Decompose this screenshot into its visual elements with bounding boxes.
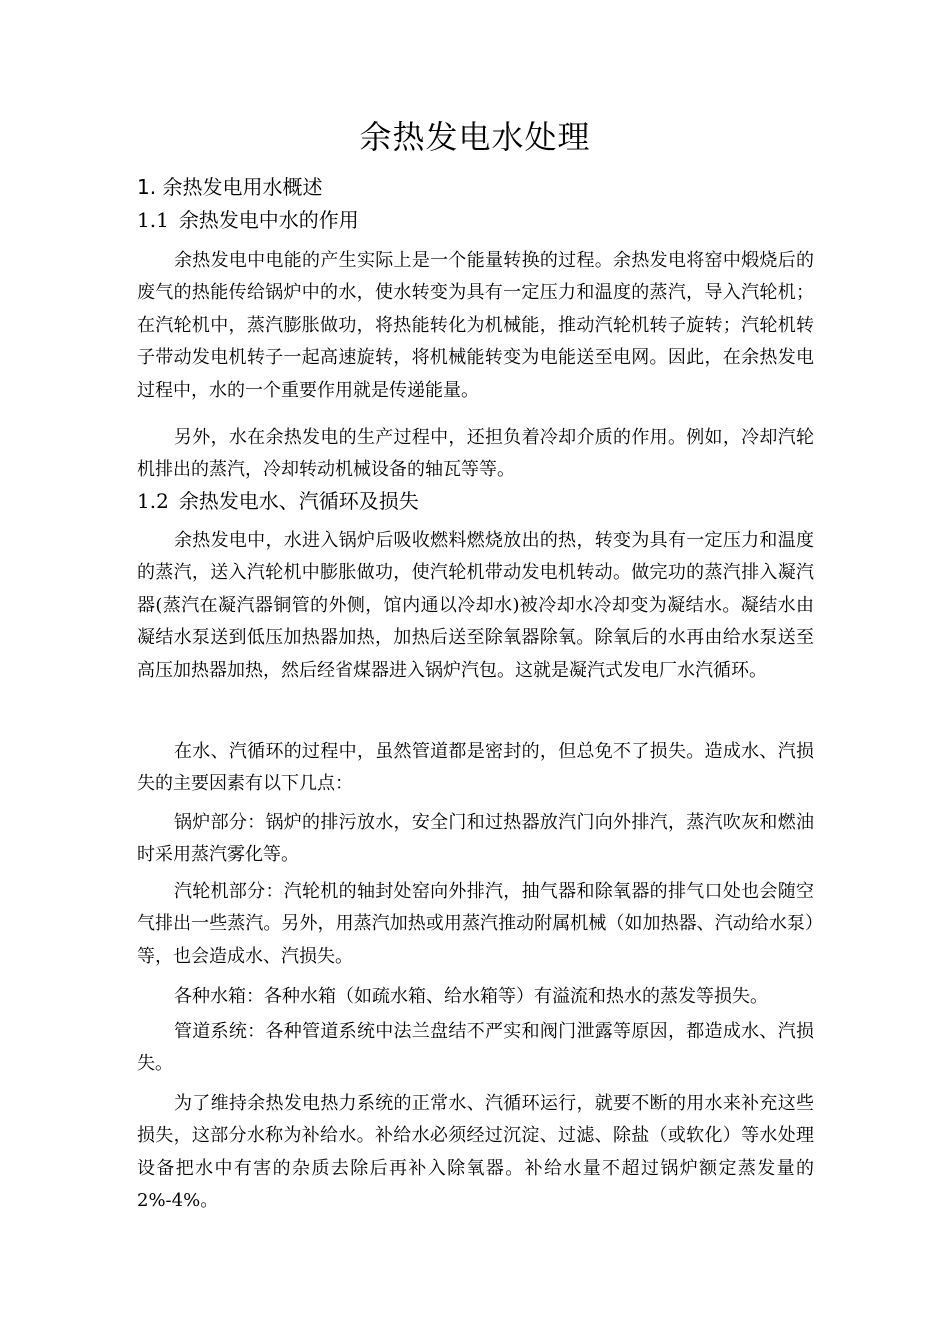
subsection-title: 余热发电水、汽循环及损失 (178, 489, 419, 513)
paragraph: 管道系统：各种管道系统中法兰盘结不严实和阀门泄露等原因，都造成水、汽损失。 (137, 1021, 814, 1075)
section-heading: 1. 余热发电用水概述 (137, 175, 323, 199)
subsection-title: 余热发电中水的作用 (178, 208, 359, 232)
paragraph: 各种水箱：各种水箱（如疏水箱、给水箱等）有溢流和热水的蒸发等损失。 (174, 986, 768, 1007)
paragraph: 为了维持余热发电热力系统的正常水、汽循环运行，就要不断的用水来补充这些损失，这部分水称为补给水。补给水必须经过沉淀、过滤、除盐（或软化）等水处理设备把水中有害的杂质去除后再补入除氧器。补给水量不超过锅炉额定蒸发量的2%-4%。 (137, 1093, 814, 1212)
subsection-heading-1-2 (137, 486, 419, 516)
subsection-number: 1.1 (137, 208, 169, 232)
paragraph: 锅炉部分：锅炉的排污放水，安全门和过热器放汽门向外排汽，蒸汽吹灰和燃油时采用蒸汽雾化等。 (137, 812, 814, 866)
document-title: 余热发电水处理 (359, 118, 591, 156)
paragraph: 另外，水在余热发电的生产过程中，还担负着冷却介质的作用。例如，冷却汽轮机排出的蒸汽，冷却转动机械设备的轴瓦等等。 (137, 427, 814, 481)
paragraph: 余热发电中电能的产生实际上是一个能量转换的过程。余热发电将窑中煅烧后的废气的热能传给锅炉中的水，使水转变为具有一定压力和温度的蒸汽，导入汽轮机；在汽轮机中，蒸汽膨胀做功，将热能转化为机械能，推动汽轮机转子旋转；汽轮机转子带动发电机转子一起高速旋转，将机械能转变为电能送至电网。因此，在余热发电过程中，水的一个重要作用就是传递能量。 (137, 250, 814, 401)
paragraph: 在水、汽循环的过程中，虽然管道都是密封的，但总免不了损失。造成水、汽损失的主要因素有以下几点： (137, 741, 814, 795)
subsection-heading-1-1 (137, 205, 359, 235)
paragraph: 汽轮机部分：汽轮机的轴封处窑向外排汽，抽气器和除氧器的排气口处也会随空气排出一些蒸汽。另外，用蒸汽加热或用蒸汽推动附属机械（如加热器、汽动给水泵）等，也会造成水、汽损失。 (137, 881, 814, 967)
subsection-number: 1.2 (137, 489, 169, 513)
paragraph: 余热发电中，水进入锅炉后吸收燃料燃烧放出的热，转变为具有一定压力和温度的蒸汽，送入汽轮机中膨胀做功，使汽轮机带动发电机转动。做完功的蒸汽排入凝汽器(蒸汽在凝汽器铜管的外侧，馆内通以冷却水)被冷却水冷却变为凝结水。凝结水由凝结水泵送到低压加热器加热，加热后送至除氧器除氧。除氧后的水再由给水泵送至高压加热器加热，然后经省煤器进入锅炉汽包。这就是凝汽式发电厂水汽循环。 (137, 530, 814, 681)
